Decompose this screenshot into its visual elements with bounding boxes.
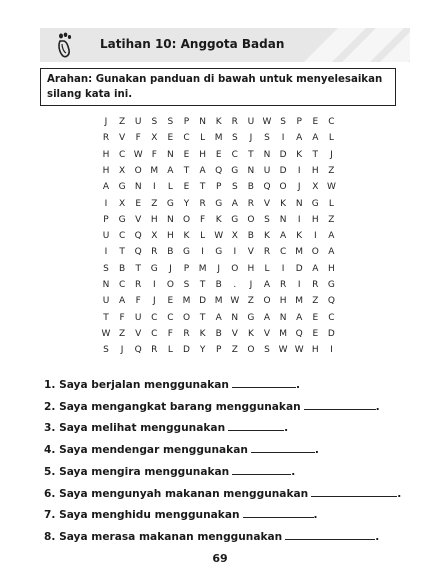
grid-letter: O xyxy=(182,214,191,225)
grid-letter: X xyxy=(119,198,126,209)
grid-letter: A xyxy=(263,280,271,290)
grid-letter: M xyxy=(295,247,304,258)
grid-letter: E xyxy=(135,198,142,209)
grid-letter: C xyxy=(151,328,158,339)
grid-letter: R xyxy=(183,328,190,339)
grid-letter: O xyxy=(166,280,174,290)
question-text: 5. Saya mengira menggunakan xyxy=(44,466,230,478)
grid-letter: T xyxy=(119,247,125,258)
grid-letter: D xyxy=(279,149,287,160)
sentence-period: . xyxy=(375,531,380,543)
grid-letter: G xyxy=(215,247,223,258)
grid-letter: E xyxy=(215,149,222,160)
grid-letter: A xyxy=(296,133,303,144)
grid-letter: P xyxy=(215,182,222,193)
sentence-period: . xyxy=(314,444,319,456)
answer-blank[interactable] xyxy=(251,442,315,453)
grid-letter: K xyxy=(247,328,254,339)
grid-letter: M xyxy=(279,328,287,339)
grid-letter: F xyxy=(135,296,141,307)
grid-letter: M xyxy=(182,296,191,307)
grid-letter: U xyxy=(102,231,110,242)
grid-letter: Z xyxy=(231,345,238,356)
question-item xyxy=(44,377,300,392)
grid-letter: J xyxy=(249,280,253,290)
grid-letter: X xyxy=(312,182,319,193)
grid-letter: S xyxy=(264,133,270,144)
grid-letter: F xyxy=(151,149,157,160)
grid-letter: R xyxy=(151,345,158,356)
answer-blank[interactable] xyxy=(285,529,375,540)
grid-letter: M xyxy=(150,165,159,176)
grid-letter: P xyxy=(183,263,190,274)
grid-letter: D xyxy=(183,345,190,356)
grid-letter: R xyxy=(199,198,206,209)
footprint-logo-icon xyxy=(56,32,74,58)
grid-letter: W xyxy=(262,117,272,127)
grid-letter: G xyxy=(118,214,126,225)
grid-letter: F xyxy=(167,328,173,339)
grid-letter: . xyxy=(233,280,237,290)
sentence-period: . xyxy=(284,422,289,434)
grid-letter: E xyxy=(167,133,174,144)
grid-letter: G xyxy=(311,198,319,209)
answer-blank[interactable] xyxy=(228,420,284,431)
grid-letter: R xyxy=(231,117,238,127)
grid-letter: D xyxy=(295,263,303,274)
grid-letter: L xyxy=(328,133,334,144)
sentence-period: . xyxy=(291,466,296,478)
grid-letter: G xyxy=(150,263,158,274)
grid-letter: L xyxy=(167,182,173,193)
grid-letter: W xyxy=(101,328,111,339)
question-text: 1. Saya berjalan menggunakan xyxy=(44,379,229,391)
question-text: 2. Saya mengangkat barang menggunakan xyxy=(44,401,301,413)
grid-letter: R xyxy=(312,280,319,290)
page-number: 69 xyxy=(212,552,228,565)
grid-letter: T xyxy=(199,182,206,193)
grid-letter: K xyxy=(296,149,303,160)
grid-letter: M xyxy=(295,296,304,307)
grid-letter: E xyxy=(183,182,190,193)
grid-letter: K xyxy=(183,231,190,242)
grid-letter: T xyxy=(248,149,254,160)
grid-letter: Q xyxy=(134,247,142,258)
grid-letter: E xyxy=(183,149,190,160)
grid-letter: R xyxy=(102,133,110,144)
grid-letter: A xyxy=(102,182,110,193)
grid-letter: J xyxy=(120,345,124,356)
grid-letter: H xyxy=(102,165,110,176)
grid-letter: Z xyxy=(151,198,158,209)
grid-letter: T xyxy=(312,149,319,160)
grid-letter: I xyxy=(330,345,333,356)
grid-letter: L xyxy=(264,263,270,274)
grid-letter: G xyxy=(166,198,174,209)
grid-letter: Z xyxy=(119,117,126,127)
grid-letter: Z xyxy=(328,214,335,225)
grid-letter: K xyxy=(215,214,222,225)
question-item xyxy=(44,399,380,414)
grid-letter: O xyxy=(247,345,255,356)
grid-letter: I xyxy=(313,231,317,242)
sentence-period: . xyxy=(397,488,402,500)
grid-letter: J xyxy=(330,149,333,160)
grid-letter: T xyxy=(135,263,141,274)
question-item xyxy=(44,442,319,457)
grid-letter: J xyxy=(249,133,253,144)
grid-letter: C xyxy=(183,133,190,144)
grid-letter: B xyxy=(215,280,222,290)
grid-letter: L xyxy=(328,198,334,209)
grid-letter: B xyxy=(247,231,254,242)
grid-letter: O xyxy=(182,312,191,323)
grid-letter: D xyxy=(199,296,207,307)
grid-letter: I xyxy=(281,133,285,144)
answer-blank[interactable] xyxy=(304,399,376,410)
grid-letter: K xyxy=(215,117,222,127)
grid-letter: H xyxy=(311,165,319,176)
grid-letter: B xyxy=(215,328,222,339)
grid-letter: S xyxy=(264,345,270,356)
grid-letter: K xyxy=(264,231,270,242)
grid-letter: E xyxy=(312,312,319,323)
question-item xyxy=(44,464,295,479)
question-text: 3. Saya melihat menggunakan xyxy=(44,422,226,434)
grid-letter: S xyxy=(231,133,238,144)
answer-blank[interactable] xyxy=(311,486,397,497)
grid-letter: C xyxy=(167,312,174,323)
grid-letter: P xyxy=(296,117,302,127)
grid-letter: B xyxy=(167,247,174,258)
grid-letter: A xyxy=(119,296,126,307)
grid-letter: I xyxy=(297,214,301,225)
grid-letter: V xyxy=(119,133,126,144)
grid-letter: J xyxy=(297,182,301,193)
grid-letter: N xyxy=(199,117,206,127)
grid-letter: Q xyxy=(295,328,303,339)
grid-letter: M xyxy=(214,133,223,144)
grid-letter: H xyxy=(167,231,174,242)
sentence-period: . xyxy=(313,509,318,521)
grid-letter: I xyxy=(201,247,204,258)
grid-letter: H xyxy=(279,296,287,307)
grid-letter: Q xyxy=(215,165,223,176)
sentence-period: . xyxy=(295,379,300,391)
grid-letter: S xyxy=(280,117,286,127)
question-item xyxy=(44,486,401,501)
grid-letter: Z xyxy=(247,296,254,307)
grid-letter: N xyxy=(167,214,174,225)
grid-letter: O xyxy=(247,214,255,225)
question-item xyxy=(44,507,318,522)
grid-letter: C xyxy=(118,280,126,290)
grid-letter: H xyxy=(102,149,110,160)
grid-letter: G xyxy=(327,280,335,290)
sentence-period: . xyxy=(375,401,380,413)
grid-letter: N xyxy=(247,165,255,176)
grid-letter: A xyxy=(328,231,335,242)
grid-letter: W xyxy=(294,345,304,356)
grid-letter: N xyxy=(295,198,303,209)
grid-letter: A xyxy=(215,312,222,323)
grid-letter: O xyxy=(311,247,319,258)
grid-letter: Q xyxy=(134,231,142,242)
grid-letter: Q xyxy=(327,296,335,307)
grid-letter: H xyxy=(311,345,319,356)
grid-letter: V xyxy=(231,328,238,339)
question-item xyxy=(44,420,288,435)
grid-letter: Y xyxy=(183,198,190,209)
grid-letter: S xyxy=(264,214,270,225)
grid-letter: C xyxy=(328,117,335,127)
grid-letter: H xyxy=(247,263,255,274)
question-text: 8. Saya merasa makanan menggunakan xyxy=(44,531,283,543)
grid-letter: O xyxy=(231,263,239,274)
question-item xyxy=(44,529,379,544)
grid-letter: A xyxy=(280,231,287,242)
grid-letter: D xyxy=(327,328,335,339)
grid-letter: A xyxy=(312,263,319,274)
grid-letter: A xyxy=(199,165,206,176)
grid-letter: R xyxy=(135,280,142,290)
grid-letter: X xyxy=(231,231,238,242)
grid-letter: F xyxy=(119,312,125,323)
grid-letter: C xyxy=(231,149,238,160)
grid-letter: S xyxy=(151,117,158,127)
grid-letter: G xyxy=(247,312,255,323)
grid-letter: M xyxy=(198,263,207,274)
grid-letter: S xyxy=(167,117,174,127)
grid-letter: U xyxy=(247,117,255,127)
grid-letter: I xyxy=(297,165,301,176)
grid-letter: G xyxy=(231,214,239,225)
grid-letter: Z xyxy=(312,296,319,307)
grid-letter: J xyxy=(169,263,172,274)
grid-letter: O xyxy=(279,182,287,193)
grid-letter: B xyxy=(119,263,126,274)
grid-letter: K xyxy=(296,231,303,242)
grid-letter: C xyxy=(279,247,287,258)
grid-letter: G xyxy=(215,198,223,209)
grid-letter: L xyxy=(200,133,206,144)
grid-letter: H xyxy=(199,149,206,160)
grid-letter: O xyxy=(263,296,271,307)
grid-letter: N xyxy=(134,182,142,193)
grid-letter: V xyxy=(135,214,142,225)
grid-letter: K xyxy=(280,198,287,209)
grid-letter: H xyxy=(311,214,319,225)
grid-letter: N xyxy=(167,149,174,160)
grid-letter: W xyxy=(230,296,240,307)
grid-letter: A xyxy=(296,312,303,323)
grid-letter: E xyxy=(312,117,319,127)
grid-letter: I xyxy=(233,247,237,258)
grid-letter: R xyxy=(247,198,255,209)
grid-letter: I xyxy=(297,280,301,290)
grid-letter: R xyxy=(279,280,287,290)
grid-letter: G xyxy=(231,165,239,176)
grid-letter: V xyxy=(135,328,142,339)
question-text: 7. Saya menghidu menggunakan xyxy=(44,509,240,521)
header-bar xyxy=(40,28,410,62)
grid-letter: N xyxy=(102,280,110,290)
grid-letter: L xyxy=(167,345,173,356)
grid-letter: U xyxy=(134,312,142,323)
grid-letter: P xyxy=(183,117,190,127)
grid-letter: J xyxy=(217,263,221,274)
grid-letter: L xyxy=(200,231,206,242)
grid-letter: C xyxy=(151,312,158,323)
grid-letter: W xyxy=(326,182,336,193)
grid-letter: W xyxy=(214,231,224,242)
grid-letter: V xyxy=(263,198,271,209)
grid-letter: X xyxy=(151,231,158,242)
grid-letter: R xyxy=(263,247,271,258)
grid-letter: S xyxy=(103,263,109,274)
grid-letter: C xyxy=(118,231,126,242)
grid-letter: E xyxy=(312,328,319,339)
grid-letter: G xyxy=(118,182,126,193)
question-text: 6. Saya mengunyah makanan menggunakan xyxy=(44,488,309,500)
grid-letter: W xyxy=(278,345,288,356)
grid-letter: A xyxy=(263,312,271,323)
grid-letter: M xyxy=(214,296,223,307)
grid-letter: T xyxy=(183,165,190,176)
grid-letter: P xyxy=(215,345,222,356)
grid-letter: F xyxy=(200,214,206,225)
grid-letter: H xyxy=(150,214,158,225)
grid-letter: X xyxy=(119,165,126,176)
grid-letter: I xyxy=(152,182,156,193)
grid-letter: Q xyxy=(263,182,271,193)
grid-letter: U xyxy=(134,117,142,127)
grid-letter: A xyxy=(312,133,319,144)
grid-letter: Z xyxy=(119,328,126,339)
question-text: 4. Saya mendengar menggunakan xyxy=(44,444,248,456)
grid-letter: O xyxy=(134,165,142,176)
answer-blank[interactable] xyxy=(232,464,291,475)
instructions-box: Arahan: Gunakan panduan di bawah untuk menyelesaikan silang kata ini. xyxy=(40,68,396,106)
grid-letter: E xyxy=(167,296,174,307)
grid-letter: T xyxy=(199,312,206,323)
grid-letter: D xyxy=(279,165,287,176)
grid-letter: W xyxy=(133,149,143,160)
grid-letter: C xyxy=(118,149,126,160)
grid-letter: B xyxy=(247,182,254,193)
grid-letter: N xyxy=(231,312,239,323)
grid-letter: S xyxy=(183,280,190,290)
grid-letter: V xyxy=(263,328,271,339)
grid-letter: C xyxy=(328,312,335,323)
grid-letter: I xyxy=(104,198,108,209)
grid-letter: J xyxy=(152,296,156,307)
grid-letter: V xyxy=(247,247,254,258)
grid-letter: R xyxy=(151,247,158,258)
grid-letter: X xyxy=(151,133,158,144)
grid-letter: H xyxy=(328,263,335,274)
grid-letter: I xyxy=(104,247,108,258)
grid-letter: P xyxy=(103,214,109,225)
answer-blank[interactable] xyxy=(243,507,314,518)
grid-letter: T xyxy=(103,312,109,323)
grid-letter: N xyxy=(279,312,287,323)
grid-letter: N xyxy=(279,214,287,225)
grid-letter: Y xyxy=(199,345,206,356)
grid-letter: S xyxy=(231,182,238,193)
grid-letter: U xyxy=(102,296,110,307)
grid-letter: I xyxy=(281,263,285,274)
grid-letter: A xyxy=(328,247,335,258)
grid-letter: Z xyxy=(328,165,335,176)
page-title: Latihan 10: Anggota Badan xyxy=(100,37,285,51)
answer-blank[interactable] xyxy=(232,377,296,388)
grid-letter: Q xyxy=(134,345,142,356)
grid-letter: K xyxy=(199,328,206,339)
grid-letter: F xyxy=(135,133,141,144)
grid-letter: I xyxy=(152,280,156,290)
grid-letter: G xyxy=(183,247,190,258)
grid-letter: U xyxy=(263,165,271,176)
grid-letter: S xyxy=(103,345,109,356)
grid-letter: N xyxy=(263,149,271,160)
grid-letter: A xyxy=(167,165,174,176)
grid-letter: T xyxy=(199,280,206,290)
grid-letter: A xyxy=(231,198,238,209)
grid-letter: J xyxy=(104,117,108,127)
